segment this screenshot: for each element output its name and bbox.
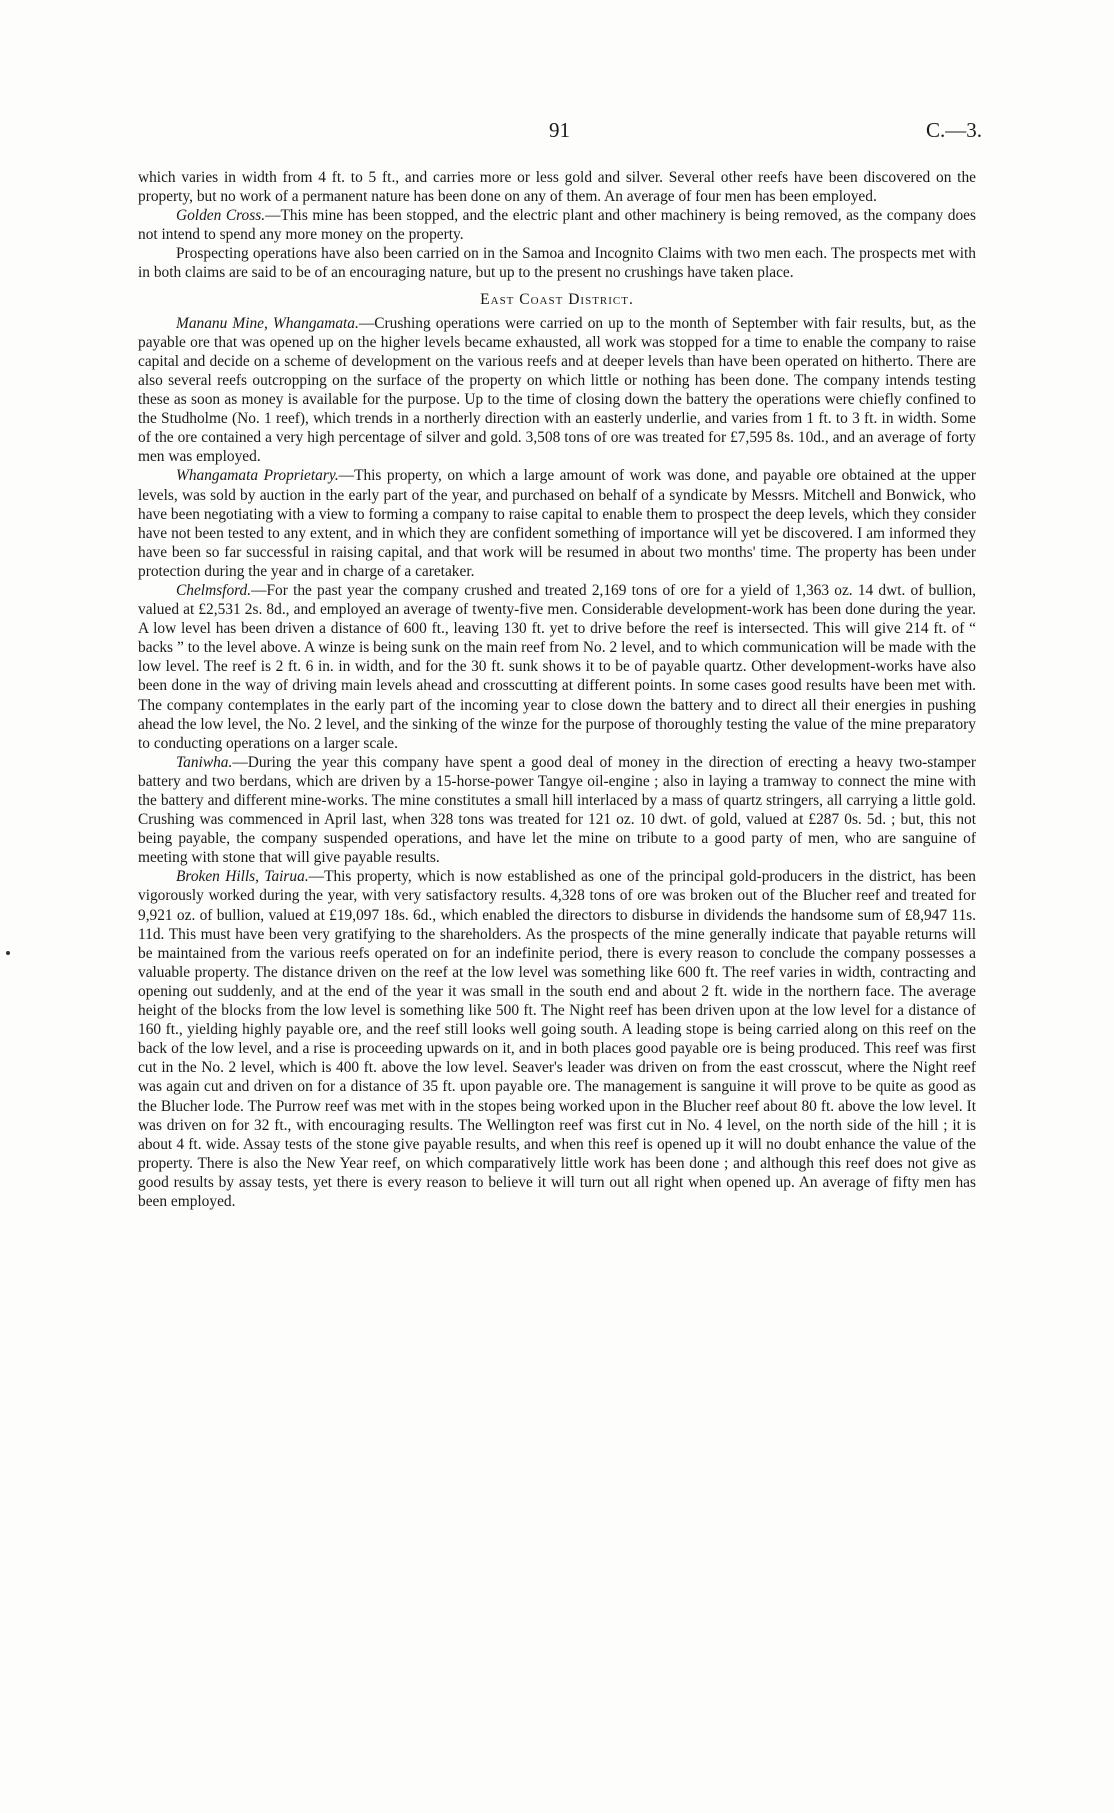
section-title-taniwha: Taniwha. — [176, 753, 233, 771]
document-reference: C.—3. — [925, 118, 982, 142]
paragraph-text-broken-hills: —This property, which is now established as one of the principal gold-producers in the district, has been vigorously worked during the year, with very satisfactory results. 4,328 tons of ore was broken out of the Blucher reef and treated for 9,921 oz. of bullion, valued at £19,097 18s. 6d., which enabled the directors to disburse in dividends the handsome sum of £8,947 11s. 11d. This must have been very gratifying to the shareholders. As the prospects of the mine generally indicate that payable returns will be maintained from the various reefs operated on for an indefinite period, there is every reason to conclude the company possesses a valuable property. The distance driven on the reef at the low level was something like 600 ft. The reef varies in width, contracting and opening out suddenly, and at the end of the year it was small in the south end and about 2 ft. wide in the northern face. The average height of the blocks from the low level is something like 500 ft. The Night reef has been driven upon at the low level for a distance of 160 ft., yielding highly payable ore, and the reef still looks well going south. A leading stope is being carried along on this reef on the back of the low level, and a rise is proceeding upwards on it, and in both places good payable ore is being produced. This reef was first cut in the No. 2 level, which is 400 ft. above the low level. Seaver's leader was driven on from the east crosscut, where the Night reef was again cut and driven on for a distance of 35 ft. upon payable ore. The management is sanguine it will prove to be quite as good as the Blucher lode. The Purrow reef was met with in the stopes being worked upon in the Blucher reef about 80 ft. above the low level. It was driven on for 32 ft., with encouraging results. The Wellington reef was first cut in No. 4 level, on the north side of the hill ; it is about 4 ft. wide. Assay tests of the stone give payable results, and when this reef is opened up it will no doubt enhance the value of the property. There is also the New Year reef, on which comparatively little work has been done ; and although this reef does not give as good results by assay tests, yet there is every reason to believe it will turn out all right when opened up. An average of fifty men has been employed. — [138, 868, 976, 1210]
paragraph-text-whangamata: —This property, on which a large amount of work was done, and payable ore obtained at the upper levels, was sold by auction in the early part of the year, and purchased on behalf of a syndicate by Messrs. Mitchell and Bonwick, who have been negotiating with a view to forming a company to raise capital to enable them to prospect the deep levels, which they consider have not been tested to any extent, and in which they are confident something of importance will yet be discovered. I am informed they have been so far successful in raising capital, and that work will be resumed in about two months' time. The property has been under protection during the year and in charge of a caretaker. — [138, 467, 976, 580]
paragraph-text-mananu: —Crushing operations were carried on up to the month of September with fair results, but, as the payable ore that was opened up on the higher levels became exhausted, all work was stopped for a time to enable the company to raise capital and decide on a scheme of development on the various reefs and at deeper levels than have been operated on hitherto. There are also several reefs outcropping on the surface of the property on which little or nothing has been done. The company intends testing these as soon as money is available for the purpose. Up to the time of closing down the battery the operations were chiefly confined to the Studholme (No. 1 reef), which trends in a northerly direction with an easterly underlie, and varies from 1 ft. to 3 ft. in width. Some of the ore contained a very high percentage of silver and gold. 3,508 tons of ore was treated for £7,595 8s. 10d., and an average of forty men was employed. — [138, 314, 976, 466]
section-title-chelmsford: Chelmsford. — [176, 581, 252, 599]
paragraph-mananu — [138, 314, 976, 467]
paragraph-chelmsford — [138, 581, 976, 753]
paragraph-text-taniwha: —During the year this company have spent a good deal of money in the direction of erecting a heavy two-stamper battery and two berdans, which are driven by a 15-horse-power Tangye oil-engine ; also in laying a tramway to connect the mine with the battery and different mine-works. The mine constitutes a small hill interlaced by a mass of quartz stringers, all carrying a little gold. Crushing was commenced in April last, when 328 tons was treated for 121 oz. 10 dwt. of gold, valued at £287 0s. 5d. ; but, this not being payable, the company suspended operations, and have let the mine on tribute to a good party of men, who are sanguine of meeting with stone that will give payable results. — [138, 753, 976, 867]
section-title-mananu: Mananu Mine, Whangamata. — [176, 314, 359, 332]
paragraph-golden-cross — [138, 206, 976, 244]
margin-dot — [6, 951, 10, 955]
paragraph-text-chelmsford: —For the past year the company crushed and treated 2,169 tons of ore for a yield of 1,363 oz. 14 dwt. of bullion, valued at £2,531 2s. 8d., and employed an average of twenty-five men. Considerable development-work has been done during the year. A low level has been driven a distance of 600 ft., leaving 130 ft. yet to drive before the reef is intersected. This will give 214 ft. of “ backs ” to the level above. A winze is being sunk on the main reef from No. 2 level, and to which communication will be made with the low level. The reef is 2 ft. 6 in. in width, and for the 30 ft. sunk shows it to be of payable quartz. Other development-works have also been done in the way of driving main levels ahead and crosscutting at different points. In some cases good results have been met with. The company contemplates in the early part of the incoming year to close down the battery and to direct all their energies in pushing ahead the low level, the No. 2 level, and the sinking of the winze for the purpose of thoroughly testing the value of the mine preparatory to conducting operations on a larger scale. — [138, 581, 976, 752]
paragraph-text-golden-cross: —This mine has been stopped, and the electric plant and other machinery is being removed, as the company does not intend to spend any more money on the property. — [138, 207, 976, 244]
page-number: 91 — [549, 118, 570, 142]
document-body — [138, 168, 976, 1211]
continuation-paragraph: which varies in width from 4 ft. to 5 ft., and carries more or less gold and silver. Several other reefs have been discovered on the property, but no work of a permanent nature has been done on any of them. An average of four men has been employed. — [138, 169, 976, 206]
section-title-golden-cross: Golden Cross. — [176, 207, 266, 225]
paragraph-whangamata — [138, 466, 976, 581]
section-title-broken-hills: Broken Hills, Tairua. — [176, 868, 309, 886]
section-title-whangamata: Whangamata Proprietary. — [176, 467, 339, 485]
paragraph-broken-hills — [138, 867, 976, 1211]
paragraph-prospecting: Prospecting operations have also been carried on in the Samoa and Incognito Claims with two men each. The prospects met with in both claims are said to be of an encouraging nature, but up to the present no crushings have taken place. — [138, 245, 976, 282]
paragraph-taniwha — [138, 753, 976, 868]
section-heading-east-coast: East Coast District. — [480, 290, 634, 308]
